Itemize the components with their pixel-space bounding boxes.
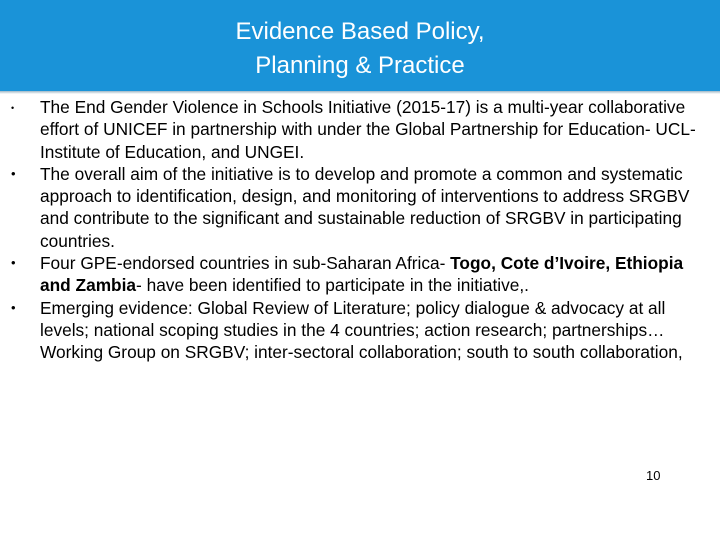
bullet-dot-icon: • bbox=[11, 255, 16, 271]
bullet-text-2: The overall aim of the initiative is to develop and promote a common and systematic approach to identification, design, and monitoring of interventions to address SRGBV and contribute to the significant and sustainable reduction of SRGBV in participating countries. bbox=[40, 163, 690, 251]
bullet-dot-icon: • bbox=[11, 103, 15, 113]
bullet-item-1 bbox=[0, 96, 720, 163]
page-number: 10 bbox=[646, 468, 661, 483]
bullet-text-3-before: Four GPE-endorsed countries in sub-Saharan Africa- bbox=[40, 253, 451, 274]
slide-title-line-1: Evidence Based Policy, bbox=[235, 18, 485, 45]
bullet-text-3-countries: Togo, Cote d’Ivoire, Ethiopia and Zambia bbox=[40, 253, 684, 296]
slide-title-bar bbox=[0, 0, 720, 91]
bullet-item-2 bbox=[0, 163, 720, 252]
bullet-text-3-after: - have been identified to participate in the initiative,. bbox=[136, 275, 529, 296]
bullet-item-3 bbox=[0, 252, 720, 297]
bullet-text-4: Emerging evidence: Global Review of Literature; policy dialogue & advocacy at all levels; national scoping studies in the 4 countries; action research; partnerships…Working Group on SRGBV; inter-sectoral collaboration; south to south collaboration, bbox=[40, 297, 683, 363]
slide-title-line-2: Planning & Practice bbox=[255, 52, 465, 79]
bullet-dot-icon: • bbox=[11, 299, 16, 315]
bullet-text-1: The End Gender Violence in Schools Initiative (2015-17) is a multi-year collaborative effort of UNICEF in partnership with under the Global Partnership for Education- UCL-Institute of Education, and UNGEI. bbox=[40, 97, 696, 162]
bullet-item-4 bbox=[0, 297, 720, 364]
bullet-dot-icon: • bbox=[11, 165, 16, 181]
bullet-list bbox=[0, 94, 720, 364]
